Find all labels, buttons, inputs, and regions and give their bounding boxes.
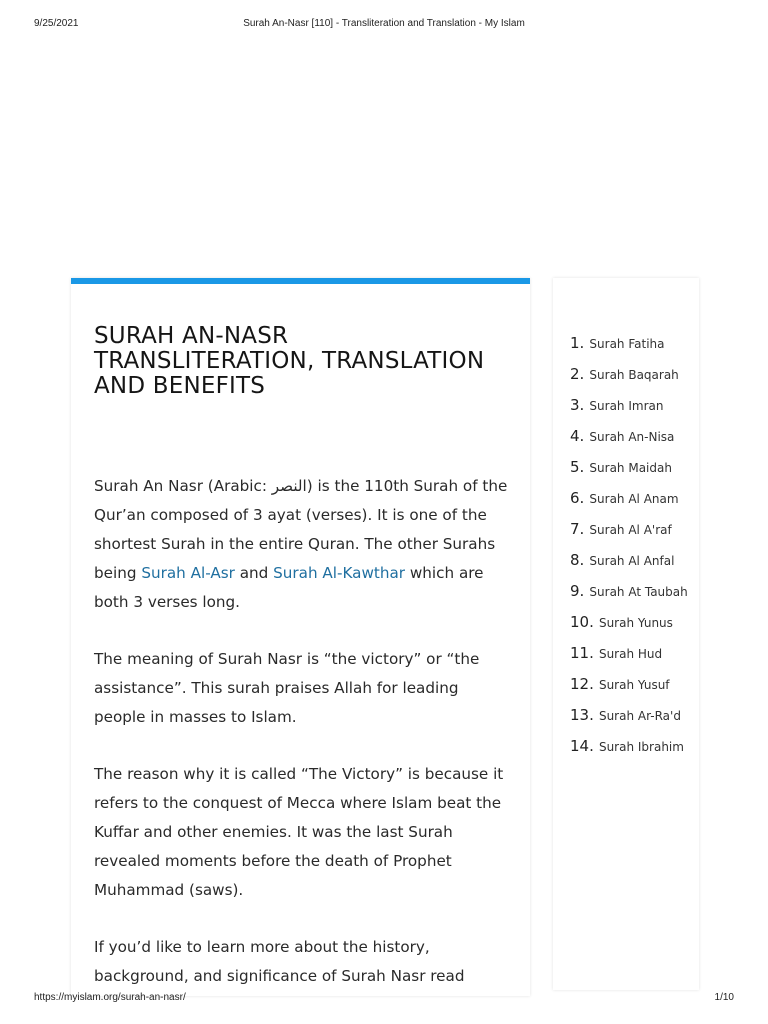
surah-list-item[interactable]: 10. Surah Yunus: [570, 613, 673, 631]
print-footer: [34, 992, 734, 1006]
link-surah-al-kawthar[interactable]: Surah Al-Kawthar: [273, 564, 406, 582]
surah-list-item[interactable]: 4. Surah An-Nisa: [570, 427, 675, 445]
surah-list-item[interactable]: 3. Surah Imran: [570, 396, 664, 414]
surah-list-item[interactable]: 8. Surah Al Anfal: [570, 551, 675, 569]
page-number: 1/10: [714, 992, 734, 1003]
surah-list-item[interactable]: 13. Surah Ar-Ra'd: [570, 706, 681, 724]
surah-list-item[interactable]: 9. Surah At Taubah: [570, 582, 688, 600]
surah-list-item[interactable]: 12. Surah Yusuf: [570, 675, 670, 693]
arabic-name: النصر: [271, 477, 307, 495]
article-card: [71, 278, 530, 996]
surah-list: [570, 328, 690, 762]
surah-list-item[interactable]: 14. Surah Ibrahim: [570, 737, 684, 755]
surah-list-item[interactable]: 1. Surah Fatiha: [570, 334, 665, 352]
paragraph-intro: Surah An Nasr (Arabic: النصر) is the 110th Surah of the Qur’an composed of 3 ayat (verses). It is one of the shortest Surah in the entire Quran. The other Surahs being Surah Al-Asr and Surah Al-Kawthar which are both 3 verses long.: [94, 477, 508, 611]
print-date: 9/25/2021: [34, 18, 79, 29]
paragraph-more: If you’d like to learn more about the history, background, and significance of Surah Nasr read: [94, 938, 465, 985]
link-surah-al-asr[interactable]: Surah Al-Asr: [141, 564, 235, 582]
surah-list-item[interactable]: 5. Surah Maidah: [570, 458, 672, 476]
print-header: [34, 18, 734, 32]
surah-list-item[interactable]: 2. Surah Baqarah: [570, 365, 679, 383]
surah-index-sidebar: [553, 278, 699, 990]
surah-list-item[interactable]: 6. Surah Al Anam: [570, 489, 679, 507]
paragraph-reason: The reason why it is called “The Victory” is because it refers to the conquest of Mecca where Islam beat the Kuffar and other enemies. It was the last Surah revealed moments before the death of Prophet Muhammad (saws).: [94, 765, 504, 899]
paragraph-meaning: The meaning of Surah Nasr is “the victory” or “the assistance”. This surah praises Allah for leading people in masses to Islam.: [94, 650, 480, 726]
print-page-title: Surah An-Nasr [110] - Transliteration and Translation - My Islam: [243, 18, 525, 29]
surah-list-item[interactable]: 7. Surah Al A'raf: [570, 520, 672, 538]
article-body: [94, 472, 514, 996]
article-title: SURAH AN-NASR TRANSLITERATION, TRANSLATION AND BENEFITS: [94, 323, 485, 399]
print-url: https://myislam.org/surah-an-nasr/: [34, 992, 186, 1003]
surah-list-item[interactable]: 11. Surah Hud: [570, 644, 663, 662]
